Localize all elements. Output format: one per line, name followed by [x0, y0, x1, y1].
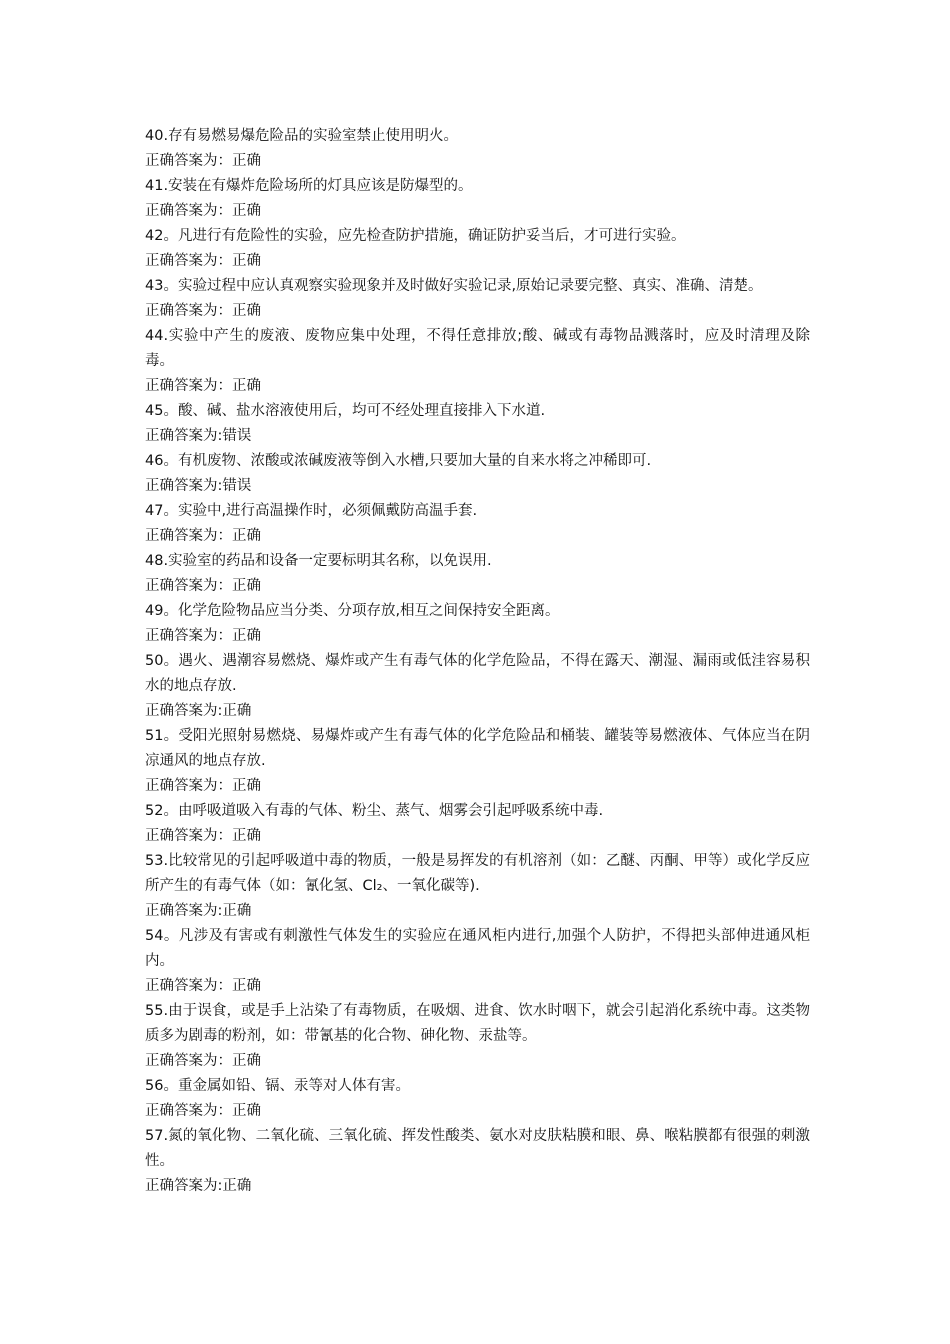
question-text: 49。化学危险物品应当分类、分项存放,相互之间保持安全距离。: [145, 603, 560, 619]
question-text: 51。受阳光照射易燃烧、易爆炸或产生有毒气体的化学危险品和桶装、罐装等易燃液体、气体应当在阴凉通风的地点存放.: [145, 728, 810, 769]
answer-text: 正确答案为：正确: [145, 253, 261, 269]
qa-item: [145, 224, 810, 274]
qa-item: [145, 1074, 810, 1124]
question-text: 41.安装在有爆炸危险场所的灯具应该是防爆型的。: [145, 178, 473, 194]
question-text: 43。实验过程中应认真观察实验现象并及时做好实验记录,原始记录要完整、真实、准确、清楚。: [145, 278, 763, 294]
answer-text: 正确答案为：正确: [145, 153, 261, 169]
qa-item: [145, 399, 810, 449]
qa-item: [145, 274, 810, 324]
answer-text: 正确答案为：正确: [145, 578, 261, 594]
qa-item: [145, 324, 810, 399]
qa-item: [145, 924, 810, 999]
qa-item: [145, 599, 810, 649]
answer-text: 正确答案为：正确: [145, 203, 261, 219]
qa-item: [145, 174, 810, 224]
answer-text: 正确答案为：正确: [145, 303, 261, 319]
answer-text: 正确答案为：正确: [145, 628, 261, 644]
answer-text: 正确答案为：正确: [145, 1103, 261, 1119]
question-text: 57.氮的氧化物、二氧化硫、三氧化硫、挥发性酸类、氨水对皮肤粘膜和眼、鼻、喉粘膜都有很强的刺激性。: [145, 1128, 810, 1169]
question-text: 44.实验中产生的废液、废物应集中处理，不得任意排放;酸、碱或有毒物品溅落时，应及时清理及除毒。: [145, 328, 810, 369]
question-text: 48.实验室的药品和设备一定要标明其名称，以免误用.: [145, 553, 492, 569]
answer-text: 正确答案为：正确: [145, 778, 261, 794]
answer-text: 正确答案为:正确: [145, 1178, 252, 1194]
question-text: 53.比较常见的引起呼吸道中毒的物质，一般是易挥发的有机溶剂（如：乙醚、丙酮、甲等）或化学反应所产生的有毒气体（如：氰化氢、Cl₂、一氧化碳等).: [145, 853, 810, 894]
qa-item: [145, 649, 810, 724]
qa-item: [145, 999, 810, 1074]
document-body: [145, 124, 810, 1199]
question-text: 50。遇火、遇潮容易燃烧、爆炸或产生有毒气体的化学危险品，不得在露天、潮湿、漏雨或低洼容易积水的地点存放.: [145, 653, 810, 694]
answer-text: 正确答案为:正确: [145, 703, 252, 719]
qa-item: [145, 549, 810, 599]
answer-text: 正确答案为:错误: [145, 428, 252, 444]
question-text: 47。实验中,进行高温操作时，必须佩戴防高温手套.: [145, 503, 478, 519]
qa-item: [145, 799, 810, 849]
answer-text: 正确答案为：正确: [145, 378, 261, 394]
qa-item: [145, 124, 810, 174]
qa-item: [145, 724, 810, 799]
question-text: 55.由于误食，或是手上沾染了有毒物质，在吸烟、进食、饮水时咽下，就会引起消化系统中毒。这类物质多为剧毒的粉剂，如：带氰基的化合物、砷化物、汞盐等。: [145, 1003, 810, 1044]
question-text: 56。重金属如铅、镉、汞等对人体有害。: [145, 1078, 410, 1094]
qa-item: [145, 849, 810, 924]
answer-text: 正确答案为:正确: [145, 903, 252, 919]
qa-item: [145, 1124, 810, 1199]
question-text: 45。酸、碱、盐水溶液使用后，均可不经处理直接排入下水道.: [145, 403, 546, 419]
question-text: 54。凡涉及有害或有刺激性气体发生的实验应在通风柜内进行,加强个人防护，不得把头部伸进通风柜内。: [145, 928, 810, 969]
qa-item: [145, 449, 810, 499]
qa-item: [145, 499, 810, 549]
answer-text: 正确答案为：正确: [145, 1053, 261, 1069]
question-text: 52。由呼吸道吸入有毒的气体、粉尘、蒸气、烟雾会引起呼吸系统中毒.: [145, 803, 604, 819]
answer-text: 正确答案为:错误: [145, 478, 252, 494]
answer-text: 正确答案为：正确: [145, 978, 261, 994]
question-text: 42。凡进行有危险性的实验，应先检查防护措施，确证防护妥当后，才可进行实验。: [145, 228, 686, 244]
answer-text: 正确答案为：正确: [145, 828, 261, 844]
question-text: 40.存有易燃易爆危险品的实验室禁止使用明火。: [145, 128, 459, 144]
answer-text: 正确答案为：正确: [145, 528, 261, 544]
question-text: 46。有机废物、浓酸或浓碱废液等倒入水槽,只要加大量的自来水将之冲稀即可.: [145, 453, 652, 469]
